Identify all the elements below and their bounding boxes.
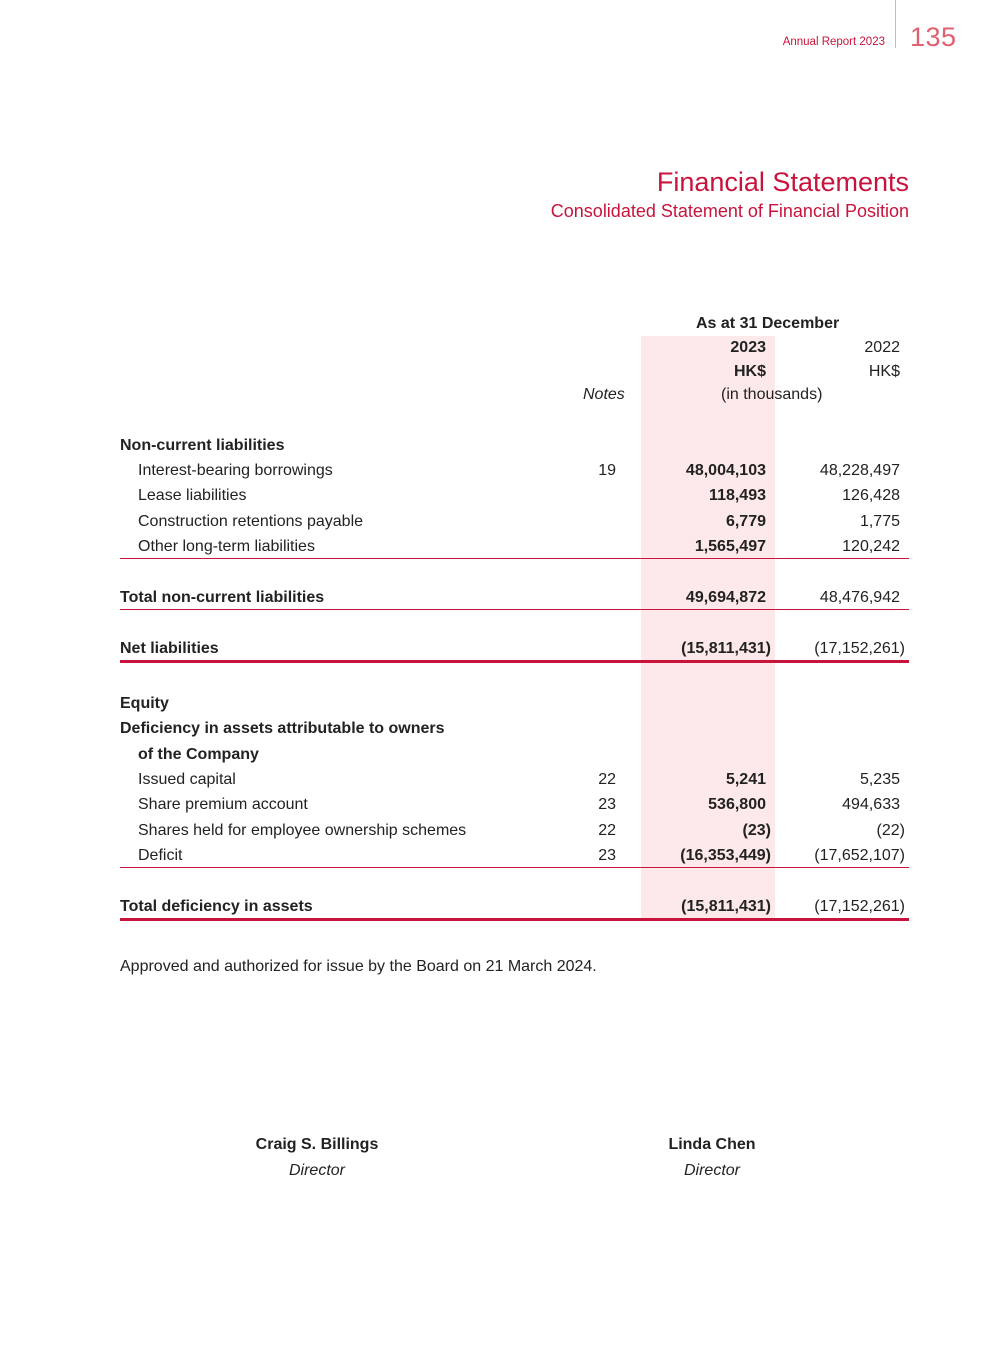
row-value-current: 1,565,497 bbox=[694, 538, 766, 555]
report-title: Annual Report 2023 bbox=[782, 36, 885, 48]
row-value-prior: (17,652,107) bbox=[814, 847, 905, 864]
noncurrent-liabilities-heading: Non-current liabilities bbox=[120, 437, 285, 454]
row-value-current: 536,800 bbox=[708, 796, 766, 813]
row-label: Shares held for employee ownership schemes bbox=[138, 822, 467, 839]
row-value-current: (16,353,449) bbox=[680, 847, 771, 864]
row-value-current: (23) bbox=[742, 822, 771, 839]
deficiency-heading-continued: of the Company bbox=[138, 746, 259, 763]
row-value-current: 6,779 bbox=[725, 513, 766, 530]
row-note: 23 bbox=[598, 847, 616, 864]
thick-divider-line bbox=[120, 660, 909, 663]
divider-line bbox=[120, 867, 909, 868]
total-deficiency-label: Total deficiency in assets bbox=[120, 898, 313, 915]
row-value-prior: 48,228,497 bbox=[819, 462, 900, 479]
divider-line bbox=[120, 609, 909, 610]
signatory-title: Director bbox=[288, 1162, 345, 1179]
signatory-name: Linda Chen bbox=[668, 1136, 756, 1153]
signatory-title: Director bbox=[683, 1162, 740, 1179]
row-label: Issued capital bbox=[138, 771, 236, 788]
row-label: Lease liabilities bbox=[138, 487, 247, 504]
row-note: 23 bbox=[598, 796, 616, 813]
total-deficiency-current: (15,811,431) bbox=[681, 898, 771, 915]
row-note: 22 bbox=[598, 822, 616, 839]
row-note: 19 bbox=[598, 462, 616, 479]
header-divider bbox=[895, 0, 896, 48]
page-title: Financial Statements bbox=[656, 167, 909, 197]
period-header: As at 31 December bbox=[696, 315, 840, 332]
thick-divider-line bbox=[120, 918, 909, 921]
net-liabilities-prior: (17,152,261) bbox=[814, 640, 905, 657]
deficiency-heading: Deficiency in assets attributable to owners bbox=[120, 720, 445, 737]
row-value-prior: 5,235 bbox=[859, 771, 900, 788]
row-label: Deficit bbox=[138, 847, 183, 864]
net-liabilities-current: (15,811,431) bbox=[681, 640, 771, 657]
row-value-prior: 120,242 bbox=[842, 538, 900, 555]
row-value-prior: 126,428 bbox=[842, 487, 900, 504]
row-label: Share premium account bbox=[138, 796, 308, 813]
divider-line bbox=[120, 558, 909, 559]
total-noncurrent-label: Total non-current liabilities bbox=[120, 589, 325, 606]
row-value-prior: (22) bbox=[876, 822, 905, 839]
row-value-prior: 494,633 bbox=[842, 796, 900, 813]
row-label: Interest-bearing borrowings bbox=[138, 462, 333, 479]
total-noncurrent-prior: 48,476,942 bbox=[819, 589, 900, 606]
total-deficiency-prior: (17,152,261) bbox=[814, 898, 905, 915]
row-label: Other long-term liabilities bbox=[138, 538, 315, 555]
page-subtitle: Consolidated Statement of Financial Position bbox=[550, 201, 909, 221]
approval-statement: Approved and authorized for issue by the Board on 21 March 2024. bbox=[120, 958, 597, 975]
notes-header: Notes bbox=[583, 386, 625, 403]
row-value-prior: 1,775 bbox=[859, 513, 900, 530]
signatory-name: Craig S. Billings bbox=[255, 1136, 379, 1153]
net-liabilities-label: Net liabilities bbox=[120, 640, 219, 657]
row-value-current: 118,493 bbox=[709, 487, 766, 504]
page-number: 135 bbox=[910, 22, 957, 52]
equity-heading: Equity bbox=[120, 695, 169, 712]
total-noncurrent-current: 49,694,872 bbox=[685, 589, 766, 606]
currency-current-header: HK$ bbox=[733, 363, 766, 380]
year-current-header: 2023 bbox=[730, 339, 766, 356]
row-note: 22 bbox=[598, 771, 616, 788]
row-label: Construction retentions payable bbox=[138, 513, 364, 530]
row-value-current: 48,004,103 bbox=[685, 462, 766, 479]
row-value-current: 5,241 bbox=[725, 771, 766, 788]
currency-prior-header: HK$ bbox=[868, 363, 900, 380]
unit-header: (in thousands) bbox=[721, 386, 823, 403]
year-prior-header: 2022 bbox=[864, 339, 900, 356]
